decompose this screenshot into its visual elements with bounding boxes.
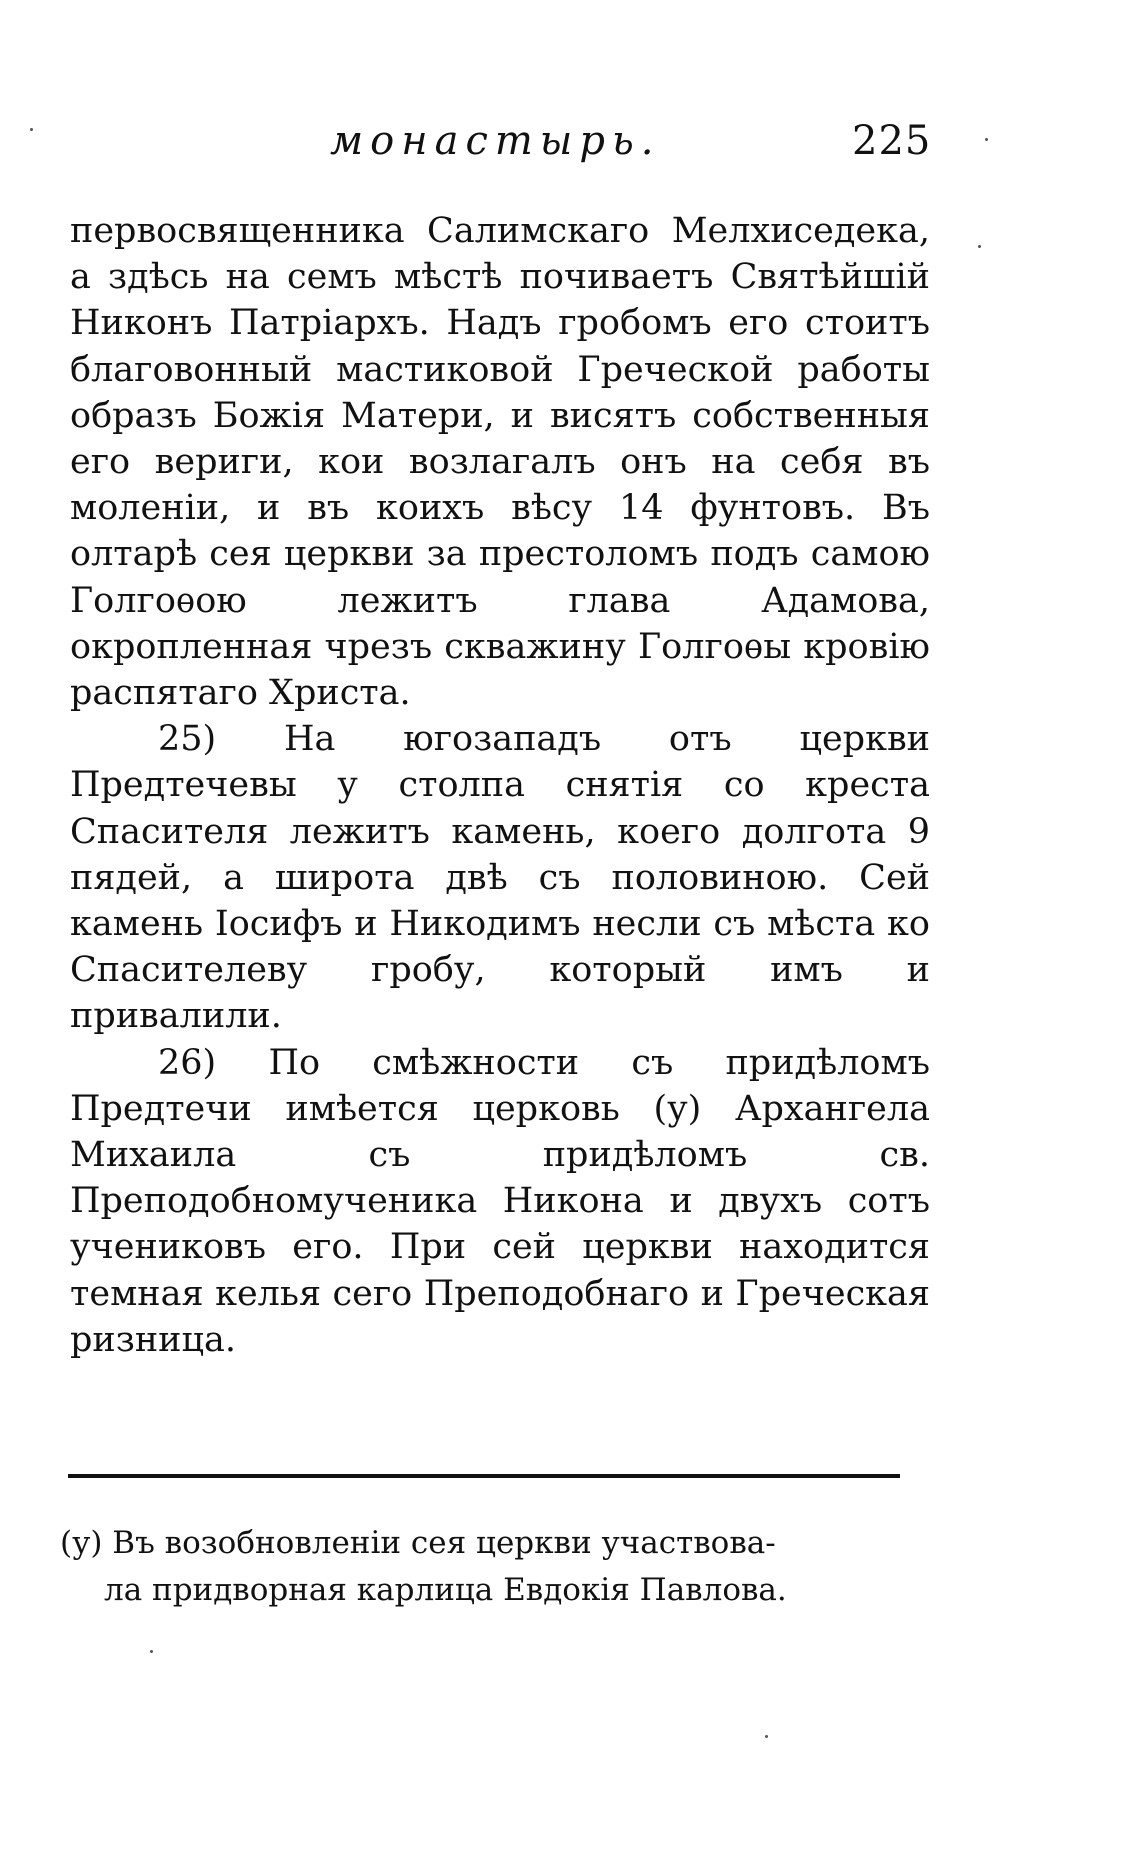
paragraph-25: 25) На югозападъ отъ церкви Предтечевы у столпа снятія со креста Спасителя лежитъ камень, коего долгота 9 пядей, а широта двѣ съ половиною. Сей камень Іосифъ и Никодимъ несли съ мѣста ко Спасителеву гробу, который имъ и привалили. [70,719,930,1037]
paragraph-26: 26) По смѣжности съ придѣломъ Предтечи имѣется церковь (у) Архангела Михаила съ придѣломъ св. Преподобномученика Никона и двухъ сотъ учениковъ его. При сей церкви находится темная келья сего Преподобнаго и Греческая ризница. [70,1042,930,1360]
running-title: монастырь. [330,118,661,164]
paragraph-continuation: первосвященника Салимскаго Мелхиседека, а здѣсь на семъ мѣстѣ почиваетъ Святѣйшій Никонъ Патріархъ. Надъ гробомъ его стоитъ благовонный мастиковой Греческой работы образъ Божія Матери, и висятъ собственныя его вериги, кои возлагалъ онъ на себя въ моленіи, и въ коихъ вѣсу 14 фунтовъ. Въ олтарѣ сея церкви за престоломъ подъ самою Голгоѳою лежитъ глава Адамова, окропленная чрезъ скважину Голгоѳы кровію распятаго Христа. [70,211,930,714]
print-speck [765,1735,768,1738]
print-speck [150,1650,153,1653]
footnote-separator-rule [68,1474,900,1478]
print-speck [30,128,33,131]
page-header [330,118,930,178]
footnote-line-2: ла придворная карлица Евдокія Павлова. [104,1572,787,1608]
body-text [70,208,930,1363]
footnote-line-1: (у) Въ возобновленіи сея церкви участвова- [60,1525,776,1561]
footnote [60,1520,922,1614]
page-number: 225 [852,118,932,164]
print-speck [985,138,988,141]
print-speck [978,245,981,248]
